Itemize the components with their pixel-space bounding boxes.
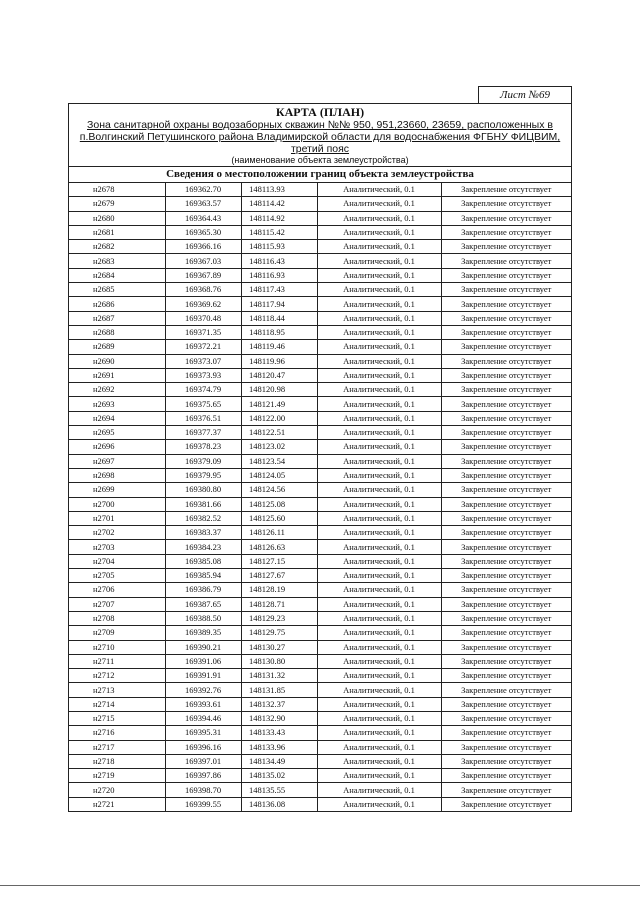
subject-caption: (наименование объекта землеустройства) — [231, 155, 409, 165]
method-cell: Аналитический, 0.1 — [317, 440, 441, 454]
table-row — [69, 654, 571, 668]
fixing-cell: Закрепление отсутствует — [441, 254, 571, 268]
fixing-cell: Закрепление отсутствует — [441, 268, 571, 282]
fixing-cell: Закрепление отсутствует — [441, 483, 571, 497]
y-coordinate-cell: 148125.08 — [241, 497, 317, 511]
table-row — [69, 540, 571, 554]
x-coordinate-cell: 169369.62 — [165, 297, 241, 311]
table-row — [69, 254, 571, 268]
fixing-cell: Закрепление отсутствует — [441, 740, 571, 754]
table-row — [69, 669, 571, 683]
x-coordinate-cell: 169395.31 — [165, 726, 241, 740]
point-id-cell: н2699 — [69, 483, 165, 497]
method-cell: Аналитический, 0.1 — [317, 726, 441, 740]
y-coordinate-cell: 148126.11 — [241, 526, 317, 540]
subject-line-2: п.Волгинский Петушинского района Владимирской области для водоснабжения ФГБНУ ФИЦВИМ, — [79, 131, 561, 143]
x-coordinate-cell: 169379.95 — [165, 468, 241, 482]
y-coordinate-cell: 148128.71 — [241, 597, 317, 611]
fixing-cell: Закрепление отсутствует — [441, 640, 571, 654]
x-coordinate-cell: 169397.01 — [165, 754, 241, 768]
method-cell: Аналитический, 0.1 — [317, 411, 441, 425]
method-cell: Аналитический, 0.1 — [317, 325, 441, 339]
method-cell: Аналитический, 0.1 — [317, 225, 441, 239]
table-row — [69, 754, 571, 768]
y-coordinate-cell: 148130.27 — [241, 640, 317, 654]
point-id-cell: н2720 — [69, 783, 165, 797]
table-row — [69, 211, 571, 225]
table-row — [69, 440, 571, 454]
fixing-cell: Закрепление отсутствует — [441, 711, 571, 725]
y-coordinate-cell: 148117.94 — [241, 297, 317, 311]
point-id-cell: н2707 — [69, 597, 165, 611]
fixing-cell: Закрепление отсутствует — [441, 569, 571, 583]
method-cell: Аналитический, 0.1 — [317, 569, 441, 583]
y-coordinate-cell: 148122.00 — [241, 411, 317, 425]
table-row — [69, 583, 571, 597]
method-cell: Аналитический, 0.1 — [317, 254, 441, 268]
point-id-cell: н2695 — [69, 426, 165, 440]
point-id-cell: н2694 — [69, 411, 165, 425]
point-id-cell: н2717 — [69, 740, 165, 754]
point-id-cell: н2681 — [69, 225, 165, 239]
x-coordinate-cell: 169367.89 — [165, 268, 241, 282]
point-id-cell: н2688 — [69, 325, 165, 339]
y-coordinate-cell: 148115.42 — [241, 225, 317, 239]
x-coordinate-cell: 169370.48 — [165, 311, 241, 325]
table-row — [69, 183, 571, 197]
x-coordinate-cell: 169385.94 — [165, 569, 241, 583]
fixing-cell: Закрепление отсутствует — [441, 754, 571, 768]
point-id-cell: н2711 — [69, 654, 165, 668]
table-row — [69, 297, 571, 311]
table-row — [69, 640, 571, 654]
method-cell: Аналитический, 0.1 — [317, 454, 441, 468]
fixing-cell: Закрепление отсутствует — [441, 325, 571, 339]
point-id-cell: н2698 — [69, 468, 165, 482]
fixing-cell: Закрепление отсутствует — [441, 340, 571, 354]
fixing-cell: Закрепление отсутствует — [441, 726, 571, 740]
fixing-cell: Закрепление отсутствует — [441, 597, 571, 611]
method-cell: Аналитический, 0.1 — [317, 297, 441, 311]
point-id-cell: н2709 — [69, 626, 165, 640]
point-id-cell: н2716 — [69, 726, 165, 740]
fixing-cell: Закрепление отсутствует — [461, 798, 552, 809]
point-id-cell: н2683 — [69, 254, 165, 268]
table-row — [69, 783, 571, 797]
y-coordinate-cell: 148131.32 — [241, 669, 317, 683]
y-coordinate-cell: 148118.44 — [241, 311, 317, 325]
table-row — [69, 526, 571, 540]
table-row — [69, 611, 571, 625]
y-coordinate-cell: 148115.93 — [241, 240, 317, 254]
x-coordinate-cell: 169381.66 — [165, 497, 241, 511]
y-coordinate-cell: 148114.42 — [241, 197, 317, 211]
method-cell: Аналитический, 0.1 — [317, 683, 441, 697]
method-cell: Аналитический, 0.1 — [317, 611, 441, 625]
y-coordinate-cell: 148123.54 — [241, 454, 317, 468]
y-coordinate-cell: 148119.46 — [241, 340, 317, 354]
x-coordinate-cell: 169390.21 — [165, 640, 241, 654]
coordinates-table — [69, 183, 571, 811]
y-coordinate-cell: 148124.56 — [241, 483, 317, 497]
fixing-cell: Закрепление отсутствует — [441, 769, 571, 783]
y-coordinate-cell: 148121.49 — [241, 397, 317, 411]
table-row — [69, 383, 571, 397]
y-coordinate-cell: 148132.37 — [241, 697, 317, 711]
fixing-cell: Закрепление отсутствует — [441, 468, 571, 482]
table-row — [69, 240, 571, 254]
point-id-cell: н2696 — [69, 440, 165, 454]
x-coordinate-cell: 169396.16 — [165, 740, 241, 754]
fixing-cell: Закрепление отсутствует — [441, 383, 571, 397]
method-cell: Аналитический, 0.1 — [317, 740, 441, 754]
fixing-cell: Закрепление отсутствует — [441, 197, 571, 211]
fixing-cell: Закрепление отсутствует — [441, 311, 571, 325]
fixing-cell: Закрепление отсутствует — [441, 368, 571, 382]
point-id-cell: н2691 — [69, 368, 165, 382]
fixing-cell: Закрепление отсутствует — [441, 297, 571, 311]
y-coordinate-cell: 148134.49 — [241, 754, 317, 768]
table-row — [69, 311, 571, 325]
x-coordinate-cell: 169365.30 — [165, 225, 241, 239]
fixing-cell: Закрепление отсутствует — [441, 697, 571, 711]
fixing-cell: Закрепление отсутствует — [441, 511, 571, 525]
y-coordinate-cell: 148131.85 — [241, 683, 317, 697]
fixing-cell: Закрепление отсутствует — [441, 611, 571, 625]
table-row — [69, 340, 571, 354]
point-id-cell: н2689 — [69, 340, 165, 354]
table-row — [69, 797, 571, 811]
y-coordinate-cell: 148122.51 — [241, 426, 317, 440]
x-coordinate-cell: 169378.23 — [165, 440, 241, 454]
x-coordinate-cell: 169393.61 — [165, 697, 241, 711]
method-cell: Аналитический, 0.1 — [317, 511, 441, 525]
point-id-cell: н2701 — [69, 511, 165, 525]
fixing-cell: Закрепление отсутствует — [441, 240, 571, 254]
page-bottom-rule — [0, 885, 640, 886]
method-cell: Аналитический, 0.1 — [317, 583, 441, 597]
point-id-cell: н2706 — [69, 583, 165, 597]
y-coordinate-cell: 148123.02 — [241, 440, 317, 454]
fixing-cell: Закрепление отсутствует — [441, 211, 571, 225]
x-coordinate-cell: 169372.21 — [165, 340, 241, 354]
point-id-cell: н2721 — [69, 797, 165, 811]
method-cell: Аналитический, 0.1 — [317, 268, 441, 282]
table-row — [69, 683, 571, 697]
y-coordinate-cell: 148136.08 — [241, 797, 317, 811]
fixing-cell: Закрепление отсутствует — [441, 411, 571, 425]
table-row — [69, 697, 571, 711]
fixing-cell: Закрепление отсутствует — [441, 283, 571, 297]
fixing-cell: Закрепление отсутствует — [441, 626, 571, 640]
y-coordinate-cell: 148129.23 — [241, 611, 317, 625]
fixing-cell: Закрепление отсутствует — [441, 554, 571, 568]
y-coordinate-cell: 148135.02 — [241, 769, 317, 783]
table-row — [69, 368, 571, 382]
x-coordinate-cell: 169388.50 — [165, 611, 241, 625]
fixing-cell: Закрепление отсутствует — [441, 440, 571, 454]
point-id-cell: н2703 — [69, 540, 165, 554]
x-coordinate-cell: 169397.86 — [165, 769, 241, 783]
x-coordinate-cell: 169373.93 — [165, 368, 241, 382]
point-id-cell: н2708 — [69, 611, 165, 625]
fixing-cell: Закрепление отсутствует — [441, 397, 571, 411]
y-coordinate-cell: 148132.90 — [241, 711, 317, 725]
x-coordinate-cell: 169389.35 — [165, 626, 241, 640]
y-coordinate-cell: 148127.67 — [241, 569, 317, 583]
y-coordinate-cell: 148129.75 — [241, 626, 317, 640]
x-coordinate-cell: 169387.65 — [165, 597, 241, 611]
method-cell: Аналитический, 0.1 — [317, 283, 441, 297]
x-coordinate-cell: 169394.46 — [165, 711, 241, 725]
method-cell: Аналитический, 0.1 — [317, 197, 441, 211]
x-coordinate-cell: 169391.06 — [165, 654, 241, 668]
method-cell: Аналитический, 0.1 — [317, 540, 441, 554]
point-id-cell: н2702 — [69, 526, 165, 540]
x-coordinate-cell: 169368.76 — [165, 283, 241, 297]
point-id-cell: н2700 — [69, 497, 165, 511]
x-coordinate-cell: 169366.16 — [165, 240, 241, 254]
point-id-cell: н2713 — [69, 683, 165, 697]
method-cell: Аналитический, 0.1 — [317, 597, 441, 611]
method-cell: Аналитический, 0.1 — [317, 497, 441, 511]
x-coordinate-cell: 169377.37 — [165, 426, 241, 440]
x-coordinate-cell: 169364.43 — [165, 211, 241, 225]
fixing-cell: Закрепление отсутствует — [441, 354, 571, 368]
document-header — [69, 104, 571, 167]
y-coordinate-cell: 148133.96 — [241, 740, 317, 754]
table-row — [69, 497, 571, 511]
method-cell: Аналитический, 0.1 — [317, 397, 441, 411]
table-row — [69, 283, 571, 297]
fixing-cell: Закрепление отсутствует — [441, 683, 571, 697]
document-frame — [68, 103, 572, 812]
table-row — [69, 197, 571, 211]
point-id-cell: н2684 — [69, 268, 165, 282]
point-id-cell: н2719 — [69, 769, 165, 783]
x-coordinate-cell: 169373.07 — [165, 354, 241, 368]
x-coordinate-cell: 169399.55 — [165, 797, 241, 811]
fixing-cell: Закрепление отсутствует — [441, 654, 571, 668]
sheet-number-label: Лист №69 — [478, 86, 572, 104]
y-coordinate-cell: 148116.43 — [241, 254, 317, 268]
point-id-cell: н2692 — [69, 383, 165, 397]
document-title: КАРТА (ПЛАН) — [275, 105, 365, 119]
table-row — [69, 354, 571, 368]
table-row — [69, 411, 571, 425]
y-coordinate-cell: 148128.19 — [241, 583, 317, 597]
x-coordinate-cell: 169383.37 — [165, 526, 241, 540]
x-coordinate-cell: 169386.79 — [165, 583, 241, 597]
y-coordinate-cell: 148125.60 — [241, 511, 317, 525]
method-cell: Аналитический, 0.1 — [317, 426, 441, 440]
table-row — [69, 569, 571, 583]
y-coordinate-cell: 148130.80 — [241, 654, 317, 668]
y-coordinate-cell: 148114.92 — [241, 211, 317, 225]
subject-line-3: третий пояс — [290, 143, 350, 155]
x-coordinate-cell: 169362.70 — [165, 183, 241, 197]
method-cell: Аналитический, 0.1 — [317, 554, 441, 568]
y-coordinate-cell: 148120.47 — [241, 368, 317, 382]
method-cell: Аналитический, 0.1 — [317, 654, 441, 668]
fixing-cell: Закрепление отсутствует — [441, 540, 571, 554]
table-row — [69, 468, 571, 482]
method-cell: Аналитический, 0.1 — [317, 526, 441, 540]
x-coordinate-cell: 169392.76 — [165, 683, 241, 697]
x-coordinate-cell: 169367.03 — [165, 254, 241, 268]
table-row — [69, 454, 571, 468]
table-row — [69, 426, 571, 440]
x-coordinate-cell: 169384.23 — [165, 540, 241, 554]
point-id-cell: н2687 — [69, 311, 165, 325]
y-coordinate-cell: 148135.55 — [241, 783, 317, 797]
x-coordinate-cell: 169379.09 — [165, 454, 241, 468]
point-id-cell: н2686 — [69, 297, 165, 311]
method-cell: Аналитический, 0.1 — [317, 483, 441, 497]
point-id-cell: н2678 — [69, 183, 165, 197]
point-id-cell: н2712 — [69, 669, 165, 683]
x-coordinate-cell: 169376.51 — [165, 411, 241, 425]
fixing-cell: Закрепление отсутствует — [441, 526, 571, 540]
x-coordinate-cell: 169398.70 — [165, 783, 241, 797]
method-cell: Аналитический, 0.1 — [317, 697, 441, 711]
point-id-cell: н2693 — [69, 397, 165, 411]
method-cell: Аналитический, 0.1 — [317, 311, 441, 325]
method-cell: Аналитический, 0.1 — [317, 240, 441, 254]
table-row — [69, 740, 571, 754]
x-coordinate-cell: 169374.79 — [165, 383, 241, 397]
fixing-cell: Закрепление отсутствует — [441, 497, 571, 511]
x-coordinate-cell: 169382.52 — [165, 511, 241, 525]
table-row — [69, 483, 571, 497]
fixing-cell: Закрепление отсутствует — [441, 454, 571, 468]
fixing-cell: Закрепление отсутствует — [441, 225, 571, 239]
y-coordinate-cell: 148124.05 — [241, 468, 317, 482]
point-id-cell: н2680 — [69, 211, 165, 225]
point-id-cell: н2679 — [69, 197, 165, 211]
x-coordinate-cell: 169391.91 — [165, 669, 241, 683]
point-id-cell: н2718 — [69, 754, 165, 768]
x-coordinate-cell: 169385.08 — [165, 554, 241, 568]
method-cell: Аналитический, 0.1 — [317, 368, 441, 382]
fixing-cell: Закрепление отсутствует — [441, 783, 571, 797]
y-coordinate-cell: 148117.43 — [241, 283, 317, 297]
section-title: Сведения о местоположении границ объекта землеустройства — [69, 167, 571, 183]
method-cell: Аналитический, 0.1 — [317, 669, 441, 683]
y-coordinate-cell: 148116.93 — [241, 268, 317, 282]
method-cell: Аналитический, 0.1 — [317, 626, 441, 640]
fixing-cell: Закрепление отсутствует — [441, 669, 571, 683]
table-row — [69, 726, 571, 740]
coordinates-table-body — [69, 183, 571, 811]
fixing-cell: Закрепление отсутствует — [441, 583, 571, 597]
point-id-cell: н2704 — [69, 554, 165, 568]
method-cell: Аналитический, 0.1 — [317, 211, 441, 225]
method-cell: Аналитический, 0.1 — [317, 383, 441, 397]
point-id-cell: н2705 — [69, 569, 165, 583]
point-id-cell: н2710 — [69, 640, 165, 654]
method-cell: Аналитический, 0.1 — [317, 754, 441, 768]
method-cell: Аналитический, 0.1 — [317, 769, 441, 783]
method-cell: Аналитический, 0.1 — [317, 468, 441, 482]
table-row — [69, 397, 571, 411]
x-coordinate-cell: 169375.65 — [165, 397, 241, 411]
table-row — [69, 711, 571, 725]
y-coordinate-cell: 148126.63 — [241, 540, 317, 554]
method-cell: Аналитический, 0.1 — [317, 783, 441, 797]
x-coordinate-cell: 169380.80 — [165, 483, 241, 497]
y-coordinate-cell: 148127.15 — [241, 554, 317, 568]
table-row — [69, 325, 571, 339]
y-coordinate-cell: 148119.96 — [241, 354, 317, 368]
table-row — [69, 597, 571, 611]
point-id-cell: н2697 — [69, 454, 165, 468]
x-coordinate-cell: 169363.57 — [165, 197, 241, 211]
point-id-cell: н2715 — [69, 711, 165, 725]
fixing-cell: Закрепление отсутствует — [441, 426, 571, 440]
point-id-cell: н2690 — [69, 354, 165, 368]
x-coordinate-cell: 169371.35 — [165, 325, 241, 339]
table-row — [69, 268, 571, 282]
point-id-cell: н2714 — [69, 697, 165, 711]
method-cell: Аналитический, 0.1 — [317, 797, 441, 811]
y-coordinate-cell: 148120.98 — [241, 383, 317, 397]
point-id-cell: н2685 — [69, 283, 165, 297]
method-cell: Аналитический, 0.1 — [317, 340, 441, 354]
table-row — [69, 511, 571, 525]
table-row — [69, 626, 571, 640]
method-cell: Аналитический, 0.1 — [317, 183, 441, 197]
y-coordinate-cell: 148118.95 — [241, 325, 317, 339]
table-row — [69, 554, 571, 568]
point-id-cell: н2682 — [69, 240, 165, 254]
y-coordinate-cell: 148133.43 — [241, 726, 317, 740]
table-row — [69, 769, 571, 783]
method-cell: Аналитический, 0.1 — [317, 354, 441, 368]
y-coordinate-cell: 148113.93 — [241, 183, 317, 197]
subject-line-1: Зона санитарной охраны водозаборных скважин №№ 950, 951,23660, 23659, расположенных в — [87, 119, 553, 131]
method-cell: Аналитический, 0.1 — [317, 711, 441, 725]
method-cell: Аналитический, 0.1 — [317, 640, 441, 654]
fixing-cell: Закрепление отсутствует — [441, 183, 571, 197]
table-row — [69, 225, 571, 239]
